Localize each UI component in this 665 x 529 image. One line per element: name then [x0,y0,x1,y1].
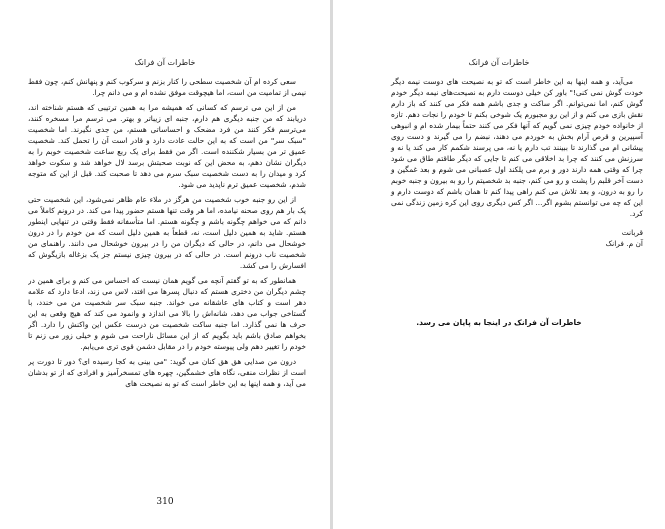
right-page [333,0,665,529]
right-page-body [391,76,643,249]
paragraph: درون من صدایی هق هق کنان می گوید: "می بینی به کجا رسیده ای؟ دور تا دورت پر است از نظرات منفی، نگاه های خشمگین، چهره های تمسخرآمیز و افرادی که از تو بدشان می آید، و همه اینها به این خاطر است که تو به نصیحت های [28,357,306,388]
paragraph: از این رو جنبه خوب شخصیت من هرگز در ملاء عام ظاهر نمی‌شود، این شخصیت حتی یک بار هم روی صحنه نیامده، اما هر وقت تنها هستم حضور پیدا می کند. در درونم کاملاً می دانم که می خواهم چگونه باشم و چگونه هستم. اما متأسفانه فقط وقتی در تنهایی اینطور هستم. شاید به همین دلیل است، نه، قطعاً به همین دلیل است که من خودم را در درون خوشحال می دانم، در حالی که دیگران من را در بیرون خوشحال می دانند. راهنمای من شخصیت ناب درونم است. در حالی که در بیرون چیزی نیستم جز یک بزغاله بازیگوش که افسارش را می کشد. [28,195,306,270]
signature-name: آن م. فرانک [605,239,643,248]
left-page-body [28,76,306,481]
left-page [0,0,330,529]
page-number: 310 [156,497,174,507]
end-note: خاطرات آن فرانک در اینجا به پایان می رسد. [416,318,582,327]
paragraph: من از این می ترسم که کسانی که همیشه مرا به همین ترتیبی که هستم شناخته اند، دریابند که من جنبه دیگری هم دارم، جنبه ای زیباتر و بهتر. می ترسم مرا مسخره کنند، می‌ترسم فکر کنند من فرد مضحک و احساساتی هستم، من جدی نگیرند. اما شخصیت "سبک سر" من است که به این حالت عادت دارد و قادر است آن را تحمل کند. شخصیت عمیق تر من بسیار شکننده است. اگر من فقط برای یک ربع ساعت شخصیت خوبم را به دیگران نشان دهم، به محض این که نوبت صحبتش برسد لال خواهد شد و سکوت خواهد کرد و میدان را به دست شخصیت سبک سرم می دهد تا صحبت کند. قبل از این که متوجه شدم، شخصیت عمیق ترم ناپدید می شود. [28,103,306,189]
running-header-left: خاطرات آن فرانک [134,58,196,67]
paragraph: می‌آید، و همه اینها به این خاطر است که تو به نصیحت های دوست نیمه دیگر خودت گوش نمی کنی!" باور کن خیلی دوست دارم به نصیحت‌های نیمه دیگر خودم گوش کنم، اما نمی‌توانم. اگر ساکت و جدی باشم همه فکر می کنند که باز دارم نقش بازی می کنم و از این رو مجبورم یک شوخی بکنم تا خودم را نجات دهم. تازه از خانواده خودم چیزی نمی گویم که آنها فکر می کنند حتماً بیمار شده ام و انبوهی آسپیرین و قرص آرام بخش به خوردم می دهند، نبضم را می گیرند و دست روی پیشانی ام می گذارند تا ببینند تب دارم یا نه، می پرسند شکمم کار می کند یا نه و سرزنش می کنند که چرا بد اخلاقی می کنم تا جایی که دیگر طاقتم طاق می شود چرا که وقتی همه دارند دور و برم می پلکند اول عصبانی می شوم و بعد غمگین و دست آخر قلبم را پشت و رو می کنم، جنبه بد شخصیتم را رو به بیرون و جنبه خوبم را رو به درون، و بعد تلاش می کنم راهی پیدا کنم تا همان باشم که دوست دارم و این که چه می توانستم بشوم اگر... اگر کس دیگری روی این کره زمین زندگی نمی کرد. [390,77,643,218]
paragraph: سعی کرده ام آن شخصیت سطحی را کنار بزنم و سرکوب کنم و پنهانش کنم، چون فقط نیمی از تمامیت من است، اما هیچوقت موفق نشده ام و می دانم چرا. [28,77,306,97]
letter-signature [391,227,643,249]
paragraph: همانطور که به تو گفتم آنچه می گویم همان نیست که احساس می کنم و برای همین در چشم دیگران من دختری هستم که دنبال پسرها می افتد، لاس می زند، ادعا دارد که علامه دهر است و کتاب های عاشقانه می خواند. جنبه سبک سر شخصیت من می خندد، با گستاخی جواب می دهد، شانه‌اش را بالا می اندازد و وانمود می کند که هیچ وقعی به این حرف ها نمی گذارد. اما جنبه ساکت شخصیت من درست عکس این واکنش را دارد. اگر بخواهم صادق باشم باید بگویم که از این مسائل ناراحت می شوم و خیلی زور می زنم تا خودم را تغییر دهم ولی پیوسته خودم را در مقابل دشمن قوی تری می‌یابم. [28,276,306,351]
signature-closing: قربانت [621,228,643,237]
running-header-right: خاطرات آن فرانک [468,58,530,67]
